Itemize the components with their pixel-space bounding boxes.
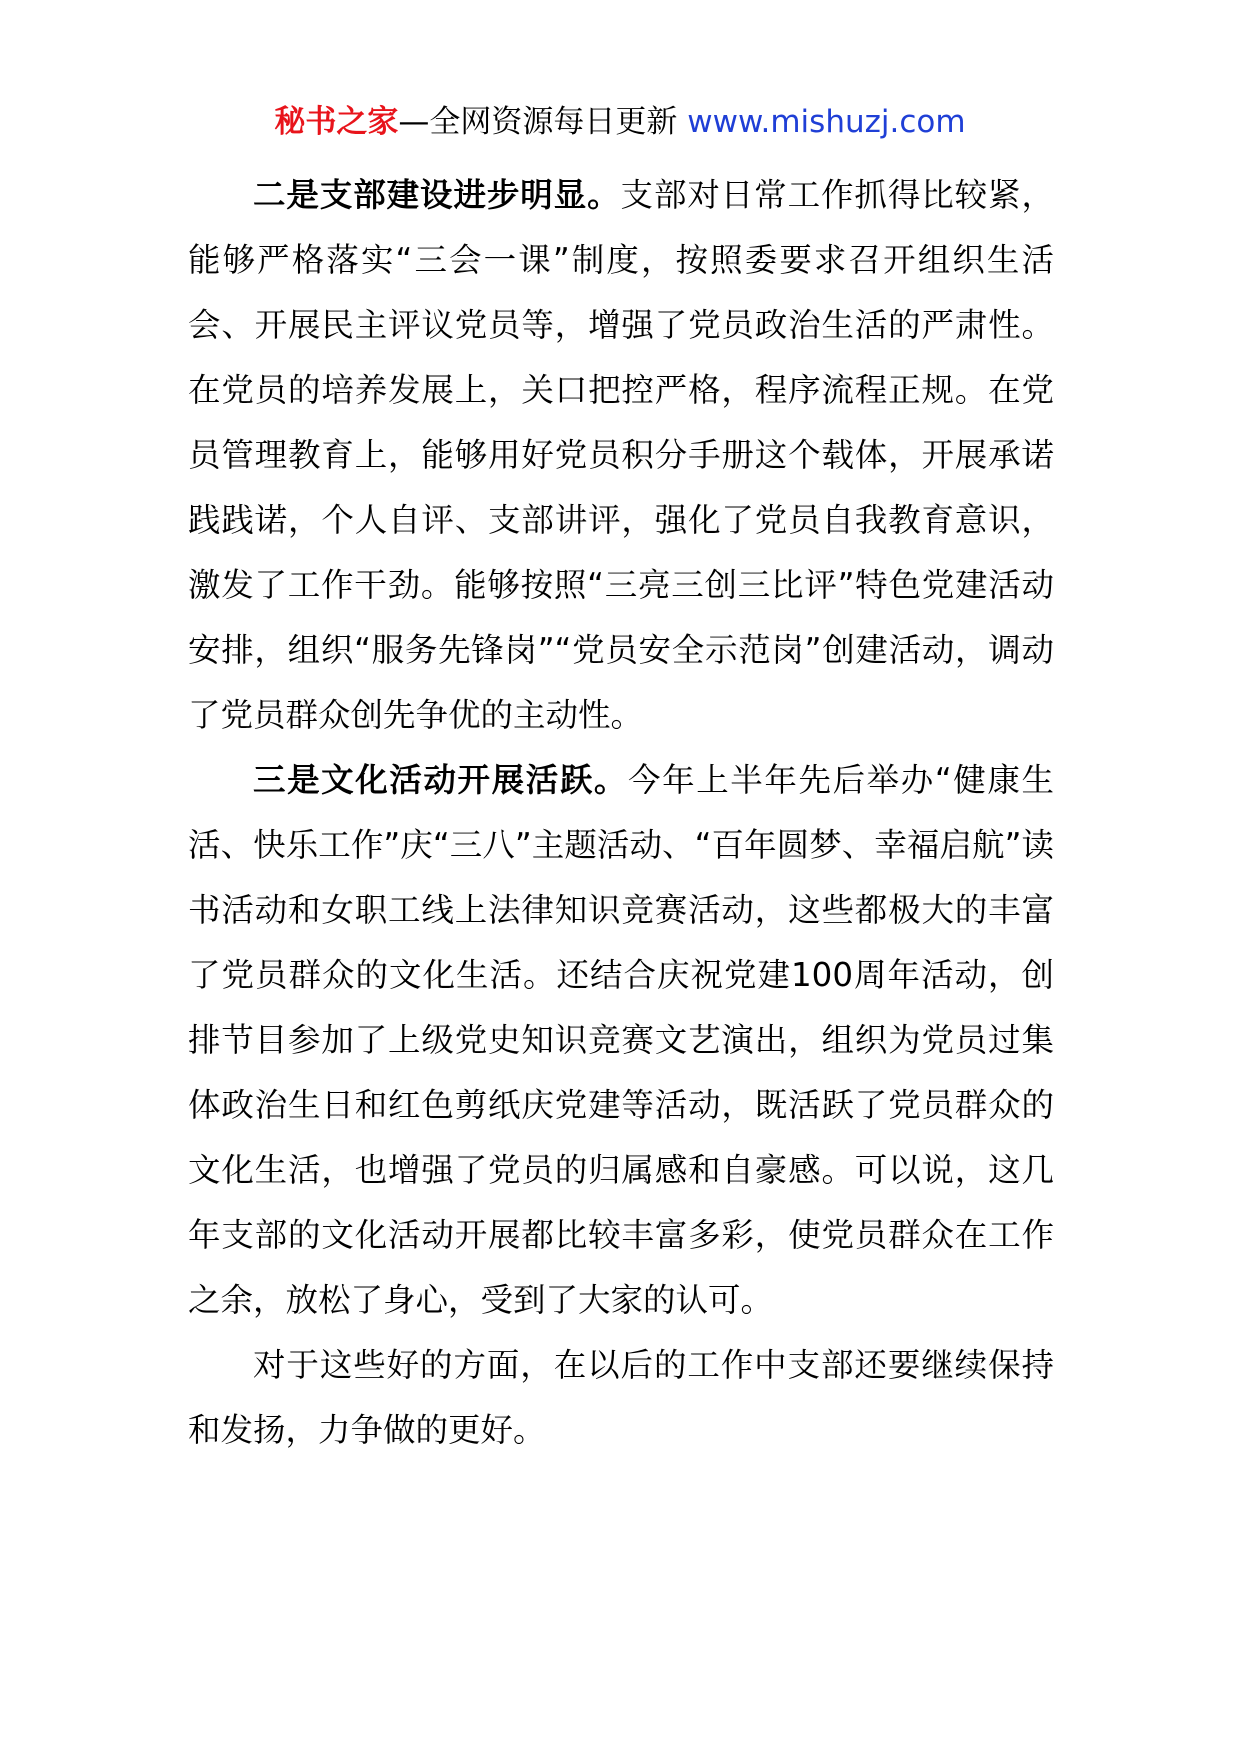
document-body (188, 163, 1054, 1463)
site-brand: 秘书之家 (274, 104, 399, 140)
site-url-link[interactable]: www.mishuzj.com (687, 104, 966, 140)
paragraph-lead: 二是支部建设进步明显。 (253, 176, 621, 214)
paragraph-text: 支部对日常工作抓得比较紧，能够严格落实“三会一课”制度，按照委要求召开组织生活会、开展民主评议党员等，增强了党员政治生活的严肃性。在党员的培养发展上，关口把控严格，程序流程正规。在党员管理教育上，能够用好党员积分手册这个载体，开展承诺践践诺，个人自评、支部讲评，强化了党员自我教育意识，激发了工作干劲。能够按照“三亮三创三比评”特色党建活动安排，组织“服务先锋岗”“党员安全示范岗”创建活动，调动了党员群众创先争优的主动性。 (188, 176, 1054, 734)
site-tagline: —全网资源每日更新 (398, 104, 688, 140)
paragraph-text: 对于这些好的方面，在以后的工作中支部还要继续保持和发扬，力争做的更好。 (188, 1346, 1054, 1449)
site-header (0, 100, 1240, 144)
paragraph-lead: 三是文化活动开展活跃。 (253, 761, 629, 799)
paragraph-branch-building (188, 163, 1054, 748)
paragraph-conclusion (188, 1333, 1054, 1463)
paragraph-text: 今年上半年先后举办“健康生活、快乐工作”庆“三八”主题活动、“百年圆梦、幸福启航”读书活动和女职工线上法律知识竞赛活动，这些都极大的丰富了党员群众的文化生活。还结合庆祝党建100周年活动，创排节目参加了上级党史知识竞赛文艺演出，组织为党员过集体政治生日和红色剪纸庆党建等活动，既活跃了党员群众的文化生活，也增强了党员的归属感和自豪感。可以说，这几年支部的文化活动开展都比较丰富多彩，使党员群众在工作之余，放松了身心，受到了大家的认可。 (188, 761, 1054, 1319)
paragraph-cultural-activities (188, 748, 1054, 1333)
